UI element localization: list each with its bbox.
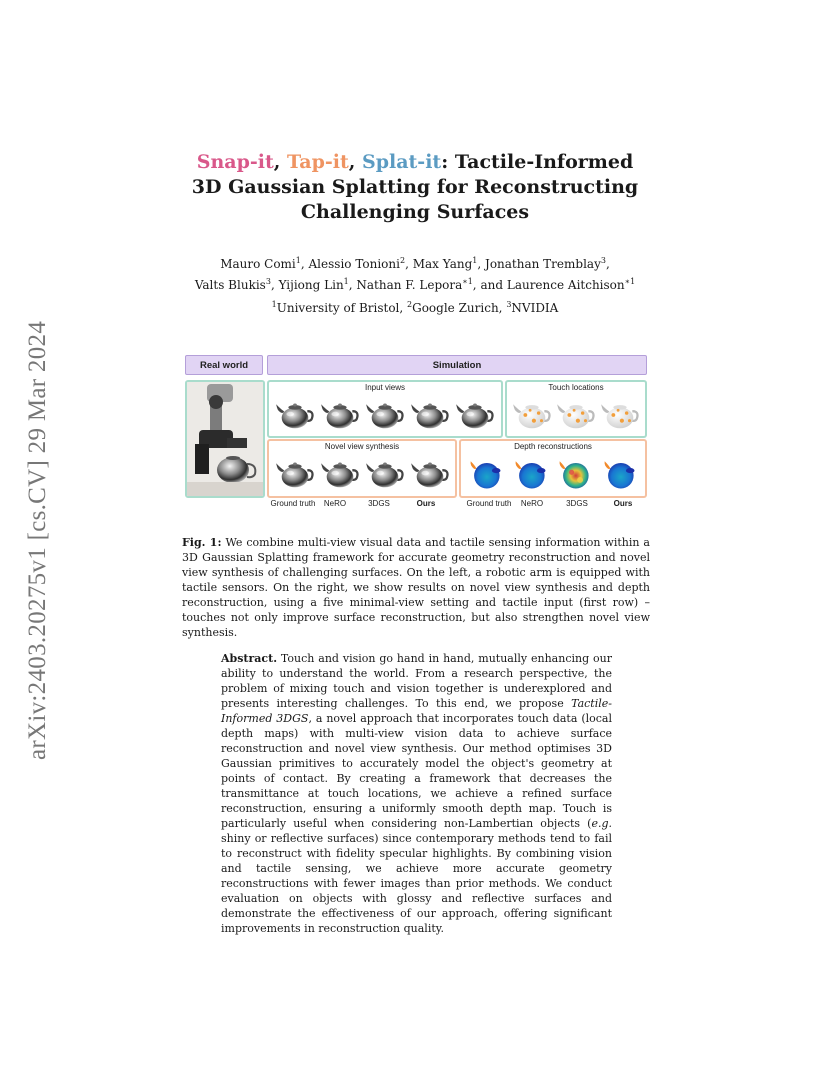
teapot-input-2 [321,397,359,433]
teapot-nvs-nero [321,456,359,492]
abstract: Abstract. Touch and vision go hand in hand, mutually enhancing our ability to understand the world. From a research perspective, the problem of mixing touch and vision together is underexplored and presents interesting challenges. To this end, we propose Tactile-Informed 3DGS, a novel approach that incorporates touch data (local depth maps) with multi-view vision data to achieve surface reconstruction and novel view synthesis. Our method optimises 3D Gaussian primitives to accurately model the object's geometry at points of contact. By creating a framework that decreases the transmittance at touch locations, we achieve a refined surface reconstruction, ensuring a uniformly smooth depth map. Touch is particularly useful when considering non-Lambertian objects (e.g. shiny or reflective surfaces) since contemporary methods tend to fail to reconstruct with fidelity specular highlights. By combining vision and tactile sensing, we achieve more accurate geometry reconstructions with fewer images than prior methods. We conduct evaluation on objects with glossy and reflective surfaces and demonstrate the effectiveness of our approach, offering significant improvements in reconstruction quality. [221,652,612,935]
figure-caption [182,535,650,640]
author-list: Mauro Comi$^1$, Alessio Tonioni$^2$, Max Yang$^1$, Jonathan Tremblay$^3$, Valts Blukis$^3$, Yijiong Lin$^1$, Nathan F. Lepora$^{∗1}$, and Laurence Aitchison$^{∗1}$ [194,256,636,292]
header-real-world: Real world [185,355,263,375]
figure-1 [182,353,648,523]
teapot-input-5 [456,397,494,433]
caption-label: Fig. 1: [182,536,222,549]
teapot-touch-3 [601,397,639,433]
caption-depth-3dgs: 3DGS [566,499,588,508]
teapot-touch-2 [557,397,595,433]
caption-nvs-ground-truth: Ground truth [270,499,316,508]
title-tap: Tap-it [286,151,349,173]
novel-view-label: Novel view synthesis [324,442,400,451]
depth-nero [514,457,548,491]
depth-recon-panel [459,439,647,498]
depth-recon-label: Depth reconstructions [514,442,592,451]
depth-ours [603,457,637,491]
teapot-touch-1 [513,397,551,433]
title-rest: : Tactile-Informed 3D Gaussian Splatting for Reconstructing Challenging Surfaces [191,151,639,223]
robot-arm-image [187,382,263,496]
depth-3dgs [558,457,592,491]
robot-arm-photo [185,380,265,498]
input-views-label: Input views [364,383,406,392]
abstract-label: Abstract. [221,652,278,665]
caption-depth-ours: Ours [613,499,633,508]
novel-view-panel [267,439,457,498]
teapot-input-3 [366,397,404,433]
title-snap: Snap-it [196,151,274,173]
caption-nvs-3dgs: 3DGS [368,499,390,508]
touch-locations-label: Touch locations [548,383,604,392]
caption-nvs-ours: Ours [416,499,436,508]
depth-gt [469,457,503,491]
input-views-panel [267,380,503,438]
teapot-nvs-3dgs [366,456,404,492]
teapot-nvs-ours [411,456,449,492]
caption-depth-ground-truth: Ground truth [466,499,512,508]
touch-locations-panel [505,380,647,438]
caption-text: We combine multi-view visual data and tactile sensing information within a 3D Gaussian Splatting framework for accurate geometry reconstruction and novel view synthesis of challenging surfaces. On the left, a robotic arm is equipped with tactile sensors. On the right, we show results on novel view synthesis and depth reconstruction, using a five minimal-view setting and tactile input (first row) – touches not only improve surface reconstruction, but also strengthen novel view synthesis. [182,536,650,639]
caption-nvs-nero: NeRO [323,499,347,508]
paper-title: Snap-it, Tap-it, Splat-it: Tactile-Informed 3D Gaussian Splatting for Reconstructing Challenging Surfaces [191,151,639,223]
title-splat: Splat-it [362,151,442,173]
affiliations: $^1$University of Bristol, $^2$Google Zurich, $^3$NVIDIA [271,300,559,315]
method-name: Tactile-Informed 3DGS [221,697,612,725]
teapot-input-1 [276,397,314,433]
arxiv-identifier: arXiv:2403.20275v1 [cs.CV] 29 Mar 2024 [24,320,51,760]
header-simulation: Simulation [267,355,647,375]
caption-depth-nero: NeRO [520,499,544,508]
teapot-input-4 [411,397,449,433]
teapot-nvs-gt [276,456,314,492]
